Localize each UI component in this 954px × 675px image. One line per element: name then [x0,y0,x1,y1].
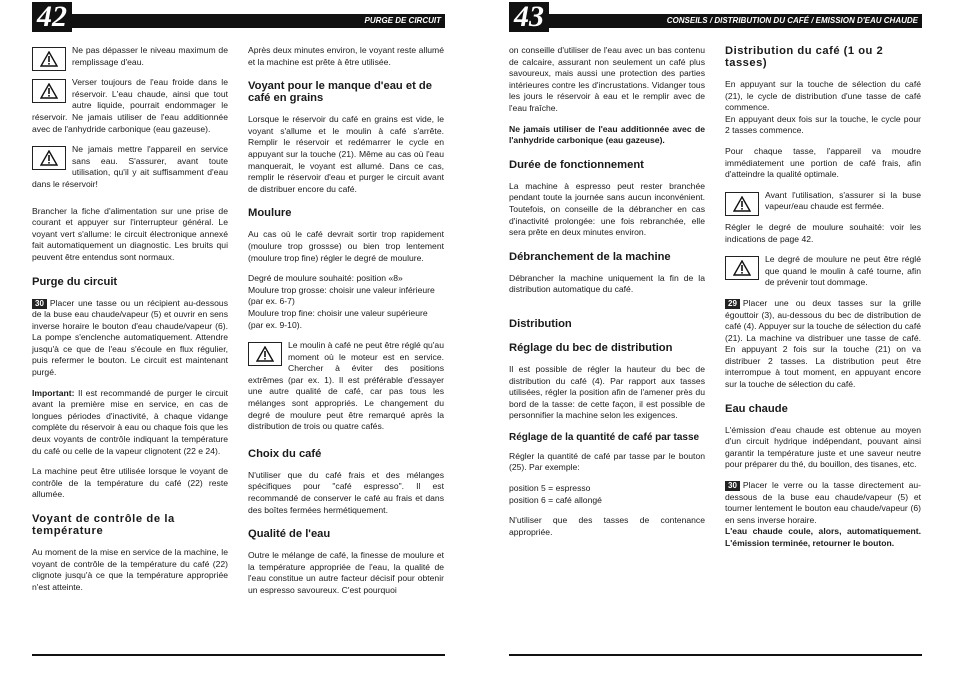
heading-distribution: Distribution [509,317,572,330]
heading-debranchement: Débranchement de la machine [509,250,671,263]
paragraph: on conseille d'utiliser de l'eau avec un bas contenu de calcaire, assurant non seulement un café plus savoureux, mais aussi une protection des parties intérieures contre les d'incrustations. Vidanger tous les jours le réservoir à eau et le remplir avec de l'eau fraîche. [509,45,705,113]
paragraph: Après deux minutes environ, le voyant reste allumé et la machine est prête à être utilisée. [248,45,444,67]
heading-duree: Durée de fonctionnement [509,158,644,171]
warning-icon [725,256,759,280]
paragraph: Au cas où le café devrait sortir trop rapidement (moulure trop grossse) ou bien trop lentement (moulure trop fine) régler le degré de moulure. [248,229,444,263]
right-column-2 [725,45,921,559]
paragraph: Outre le mélange de café, la finesse de moulure et la température appropriée de l'eau, la qualité de l'eau constitue un autre facteur décisif pour obtenir un espresso savoureux. C'est pourquoi [248,550,444,595]
header-title: PURGE DE CIRCUIT [364,16,441,25]
page-43 [477,0,954,675]
warning-block [32,144,228,199]
moulure-list: Degré de moulure souhaité: position «8» Moulure trop grosse: choisir une valeur inférieure (par ex. 6-7) Moulure trop fine: choisir une valeur supérieure (par ex. 9-10). [248,273,435,330]
paragraph: N'utiliser que des tasses de contenance appropriée. [509,515,705,537]
warning-block [725,254,921,298]
paragraph: Débrancher la machine uniquement la fin de la distribution automatique du café. [509,272,705,295]
page-number: 43 [509,2,549,32]
warning-block [32,45,228,77]
warning-block [725,190,921,222]
warning-icon [725,192,759,216]
heading-eau-chaude: Eau chaude [725,402,788,415]
warning-text: Le degré de moulure ne peut être réglé que quand le moulin à café tourne, afin de prévenir tout dommage. [765,254,921,288]
left-column-1 [32,45,228,602]
paragraph: Ne jamais utiliser de l'eau additionnée avec de l'anhydride carbonique (eau gazeuse). [509,123,705,146]
footer-rule [509,654,922,656]
header-title: CONSEILS / DISTRIBUTION DU CAFÉ / EMISSION D'EAU CHAUDE [666,16,918,25]
footer-rule [32,654,445,656]
heading-reglage-bec: Réglage du bec de distribution [509,341,673,354]
paragraph: Lorsque le réservoir du café en grains est vide, le voyant s'allume et le moulin à café s'arrête. Remplir le réservoir et redémarrer le cycle en appuyant sur la touche (21). Même au cas où l'eau manquerait, le voyant est allumé. Dans ce cas, remplir le réservoir d'eau et purger le circuit avant de distribuer encore du café. [248,114,444,194]
warning-text: Ne jamais mettre l'appareil en service sans eau. S'assurer, avant toute utilisation, qu'il y ait suffisamment d'eau dans le réservoir! [32,144,228,189]
heading-qualite: Qualité de l'eau [248,528,331,541]
paragraph: 29 Placer une ou deux tasses sur la grille égouttoir (3), au-dessous du bec de distribution de café (4). Appuyer sur la touche de sélection du café (21). La machine va distribuer une tasse de café. En appuyant 2 fois sur la touche (21) on va distribuer 2 tasses. La distribution peut être interrompue à tout moment, en appuyant encore sur la touche de sélection du café. [725,297,921,390]
position-list: position 5 = espresso position 6 = café allongé [509,483,602,505]
page-number: 42 [32,2,72,32]
heading-reglage-quantite: Réglage de la quantité de café par tasse [509,431,700,443]
left-column-2 [248,45,444,606]
paragraph: Régler le degré de moulure souhaité: voir les indications de page 42. [725,221,921,244]
paragraph: Brancher la fiche d'alimentation sur une prise de courant et appuyer sur l'interrupteur général. Le voyant vert s'allume: le circuit électronique annexé fait automatiquement un diagnostic. Les bruits qui peuvent être entendus sont normaux. [32,205,228,262]
heading-purge: Purge du circuit [32,275,118,288]
paragraph: En appuyant sur la touche de sélection du café (21), le cycle de distribution d'une tasse de café commence. [725,79,921,113]
paragraph: 30 Placer une tasse ou un récipient au-dessous de la buse eau chaude/vapeur (5) et ouvrir en sens inverse horaire le bouton d'eau chaude/vapeur (6). La pompe s'enclenche automatiquement. Attendre jusqu'à ce que de l'eau s'écoule en flux régulier, puis refermer le bouton. Le circuit est maintenant purgé. [32,297,228,378]
heading-voyant-temperature: Voyant de contrôle de la température [32,513,175,537]
warning-icon [32,79,66,103]
warning-block [32,77,228,144]
heading-choix: Choix du café [248,447,322,460]
warning-text: Ne pas dépasser le niveau maximum de remplissage d'eau. [72,45,228,67]
paragraph: La machine à espresso peut rester branchée pendant toute la journée sans aucun inconvénient. Toutefois, on conseille de la débrancher en cas d'inactivité prolongée: une fois rebranchée, elle sera prête en deux minutes environ. [509,180,705,238]
warning-text: Le moulin à café ne peut être réglé qu'au moment où le moteur est en service. Chercher à éviter des positions extrêmes (par ex. 1). Il est préférable d'essayer une autre qualité de café, car pas tous les mélanges sont appropriés. Le changement du degré de moulure peut être remarqué après la distribution de trois ou quatre cafés. [248,340,444,432]
figure-tag: 29 [725,299,740,309]
right-column-1 [509,45,705,547]
paragraph: Important: Il est recommandé de purger le circuit avant la première mise en service, en cas de longues périodes d'inactivité, à chaque vidange complète du réservoir à eau ou chaque fois que les deux voyants de contrôle indiquant la température du café ou celle de la vapeur clignotent (22 e 24). [32,387,228,456]
paragraph: Régler la quantité de café par tasse par le bouton (25). Par exemple: [509,450,705,473]
warning-block [248,340,444,442]
paragraph: En appuyant deux fois sur la touche, le cycle pour 2 tasses commence. [725,113,921,136]
paragraph: Au moment de la mise en service de la machine, le voyant de contrôle de la température du café (22) clignote jusqu'à ce que la température appropriée n'est atteinte. [32,547,228,592]
paragraph: L'eau chaude coule, alors, automatiquement. L'émission terminée, retourner le bouton. [725,526,921,548]
paragraph: La machine peut être utilisée lorsque le voyant de contrôle de la température du café (22) reste allumée. [32,466,228,500]
paragraph: Pour chaque tasse, l'appareil va moudre immédiatement une portion de café frais, afin d'atteindre la qualité optimale. [725,145,921,180]
paragraph: L'émission d'eau chaude est obtenue au moyen d'un circuit hydrique indépendant, pouvant ainsi garantir la température juste et une saveur neutre pour préparer du thé, du bouillon, des tisanes, etc. [725,424,921,470]
warning-icon [32,146,66,170]
heading-manque: Voyant pour le manque d'eau et de café en grains [248,80,432,105]
paragraph: Il est possible de régler la hauteur du bec de distribution du café (4). Par rapport aux tasses utilisées, régler la position afin de l'amener près du bord de la tasse: de cette façon, il est possible de personnifier la machine selon les exigences. [509,363,705,421]
warning-icon [32,47,66,71]
heading-moulure: Moulure [248,207,292,220]
warning-text: Avant l'utilisation, s'assurer si la buse vapeur/eau chaude est fermée. [765,189,921,212]
paragraph: 30 Placer le verre ou la tasse directement au-dessous de la buse eau chaude/vapeur (5) et tourner lentement le bouton eau chaude/vapeur (6) en sens inverse horaire. [725,480,921,525]
figure-tag: 30 [725,481,740,491]
paragraph: N'utiliser que du café frais et des mélanges spécifiques pour "café espresso". Il est recommandé de conserver le café au frais et dans des boîtes fermées hermétiquement. [248,469,444,515]
heading-distribution-cafe: Distribution du café (1 ou 2 tasses) [725,45,884,69]
figure-tag: 30 [32,299,47,309]
warning-text: Verser toujours de l'eau froide dans le réservoir. L'eau chaude, ainsi que tout autre liquide, pourrait endommager le réservoir. Ne jamais utiliser de l'eau additionnée avec de l'anhydride carbonique (eau gazeuse). [32,77,228,134]
warning-icon [248,342,282,366]
